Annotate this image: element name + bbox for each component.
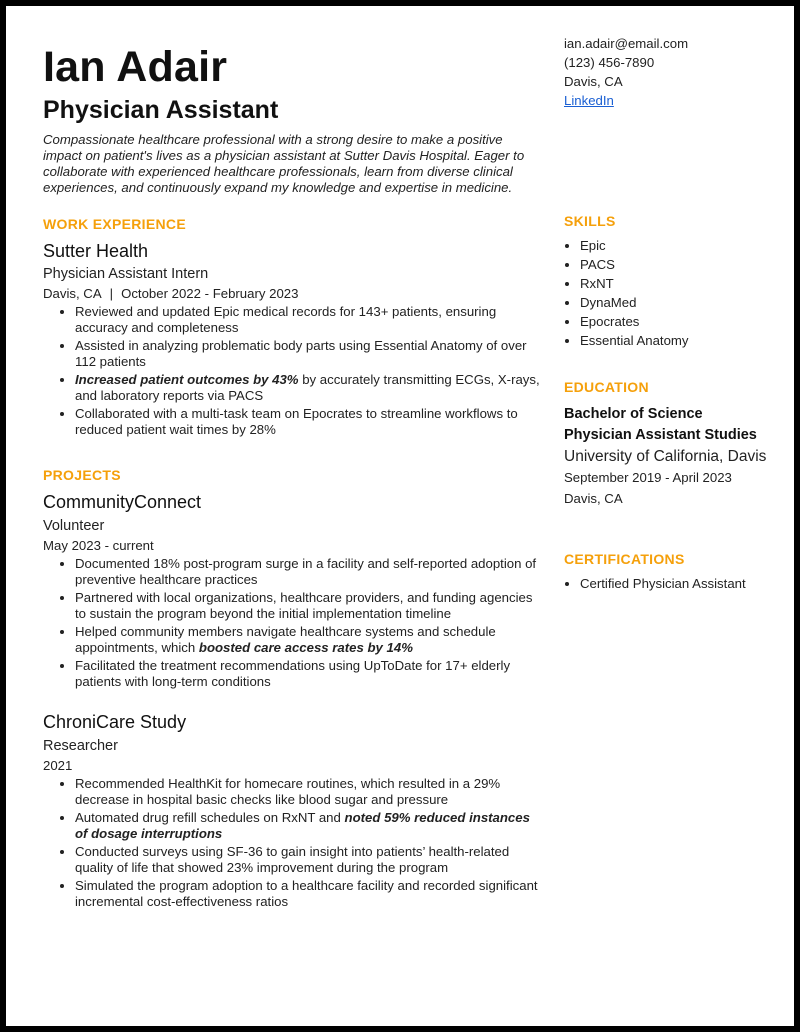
- job-location: Davis, CA: [43, 286, 102, 302]
- location-text: Davis, CA: [564, 74, 623, 89]
- contact-info: [564, 34, 789, 110]
- summary: Compassionate healthcare professional with a strong desire to make a positive impact on patient's lives as a physician assistant at Sutter Davis Hospital. Eager to collaborate with experienced healthcare professionals, learn from diverse clinical experiences, and continuously expand my knowledge and expertise in medicine.: [43, 131, 525, 195]
- job-bullets: [43, 304, 543, 438]
- project-bullets: [43, 556, 543, 690]
- list-item: • Reviewed and updated Epic medical records for 143+ patients, ensuring accuracy and completeness: [75, 304, 543, 336]
- highlight-text: noted 59% reduced instances of dosage interruptions: [75, 809, 530, 841]
- linkedin-link[interactable]: LinkedIn: [564, 93, 614, 108]
- list-item: • Partnered with local organizations, healthcare providers, and funding agencies to sustain the program beyond the initial implementation timeline: [75, 590, 543, 622]
- section-heading-skills: SKILLS: [564, 213, 616, 229]
- resume-page: [6, 6, 794, 1026]
- list-item: [75, 810, 543, 842]
- education-dates: September 2019 - April 2023: [564, 470, 732, 485]
- project-communityconnect: [43, 492, 543, 690]
- list-item: [75, 372, 543, 404]
- certifications-section: [564, 551, 789, 593]
- bullet-text: Helped community members navigate healthcare systems and schedule appointments, which: [75, 624, 496, 656]
- project-dates: 2021: [43, 758, 73, 774]
- job-meta: [43, 286, 543, 302]
- bullet-text: by accurately transmitting ECGs, X-rays, and laboratory reports via PACS: [75, 372, 540, 404]
- list-item: • Facilitated the treatment recommendations using UpToDate for 17+ elderly patients with long-term conditions: [75, 658, 543, 690]
- list-item: • RxNT: [580, 274, 789, 293]
- project-role: Researcher: [43, 737, 118, 754]
- project-name: ChroniCare Study: [43, 712, 187, 733]
- degree: [564, 404, 789, 446]
- list-item: • Epocrates: [580, 312, 789, 331]
- list-item: • Assisted in analyzing problematic body parts using Essential Anatomy of over 112 patients: [75, 338, 543, 370]
- section-heading-projects: PROJECTS: [43, 467, 121, 484]
- projects-section: [43, 467, 543, 910]
- list-item: • Epic: [580, 236, 789, 255]
- main-column: [43, 36, 543, 912]
- list-item: • Collaborated with a multi-task team on Epocrates to streamline workflows to reduced patient wait times by 28%: [75, 406, 543, 438]
- list-item: • Essential Anatomy: [580, 331, 789, 350]
- skills-list: [564, 236, 789, 350]
- list-item: • PACS: [580, 255, 789, 274]
- highlight-text: Increased patient outcomes by 43%: [75, 372, 299, 388]
- highlight-text: boosted care access rates by 14%: [198, 640, 413, 656]
- project-name: CommunityConnect: [43, 492, 202, 513]
- work-experience-section: [43, 216, 543, 439]
- phone-text: (123) 456-7890: [564, 55, 655, 70]
- candidate-name: Ian Adair: [43, 43, 228, 91]
- project-dates: May 2023 - current: [43, 538, 154, 554]
- section-heading-work: WORK EXPERIENCE: [43, 215, 186, 232]
- school-name: University of California, Davis: [564, 448, 767, 465]
- section-heading-certifications: CERTIFICATIONS: [564, 551, 685, 567]
- email-text: ian.adair@email.com: [564, 36, 689, 51]
- project-bullets: [43, 776, 543, 910]
- job-title: Physician Assistant Intern: [43, 266, 209, 283]
- degree-line: Physician Assistant Studies: [564, 427, 757, 443]
- meta-separator: |: [109, 286, 114, 302]
- section-heading-education: EDUCATION: [564, 379, 649, 395]
- candidate-title: Physician Assistant: [43, 96, 279, 124]
- list-item: • Recommended HealthKit for homecare routines, which resulted in a 29% decrease in hospital basic checks like blood sugar and pressure: [75, 776, 543, 808]
- list-item: • Simulated the program adoption to a healthcare facility and recorded significant incremental cost-effectiveness ratios: [75, 878, 543, 910]
- list-item: [75, 624, 543, 656]
- bullet-text: Automated drug refill schedules on RxNT and: [75, 809, 345, 825]
- education-location: Davis, CA: [564, 491, 623, 506]
- project-role: Volunteer: [43, 517, 105, 534]
- list-item: • Documented 18% post-program surge in a facility and self-reported adoption of preventive healthcare practices: [75, 556, 543, 588]
- education-section: [564, 379, 789, 508]
- certifications-list: [564, 574, 789, 593]
- list-item: • Certified Physician Assistant: [580, 574, 789, 593]
- company-name: Sutter Health: [43, 240, 149, 261]
- project-chronicare: [43, 712, 543, 910]
- degree-line: Bachelor of Science: [564, 406, 703, 422]
- list-item: • Conducted surveys using SF-36 to gain insight into patients’ health-related quality of life that showed 23% improvement during the program: [75, 844, 543, 876]
- side-column: [564, 34, 789, 591]
- list-item: • DynaMed: [580, 293, 789, 312]
- skills-section: [564, 213, 789, 350]
- job-dates: October 2022 - February 2023: [121, 286, 299, 302]
